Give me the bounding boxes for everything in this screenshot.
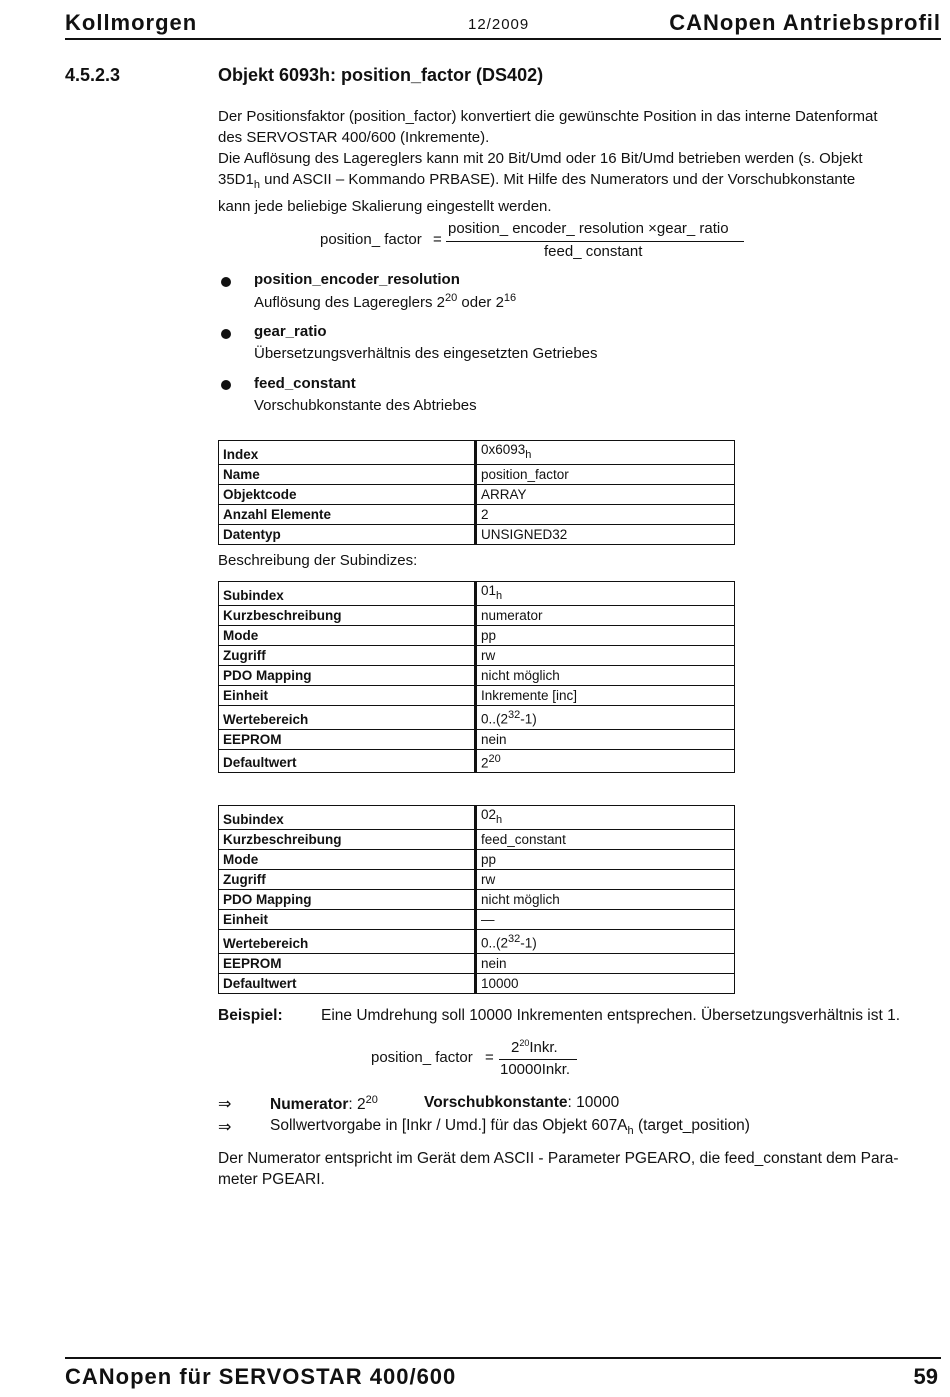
value-text: rw — [481, 872, 496, 887]
exponent: 20 — [519, 1038, 530, 1048]
formula-denominator: feed_ constant — [544, 243, 643, 260]
hex-subscript: h — [496, 590, 503, 602]
result-numerator — [270, 1094, 378, 1114]
implies-arrow-icon: ⇒ — [218, 1096, 232, 1113]
property-value — [476, 910, 735, 930]
formula-numerator: position_ encoder_ resolution ×gear_ ratio — [448, 220, 729, 237]
subindex-table-row — [219, 890, 735, 910]
property-name: Objektcode — [219, 485, 476, 505]
example-formula-numerator — [511, 1038, 558, 1056]
property-value — [476, 686, 735, 706]
subindex-table-row — [219, 910, 735, 930]
property-name: Subindex — [219, 582, 476, 606]
bullet-description: Übersetzungsverhältnis des eingesetzten Getriebes — [254, 345, 598, 362]
section-number: 4.5.2.3 — [65, 65, 121, 85]
property-value — [476, 666, 735, 686]
property-value — [476, 973, 735, 993]
example-formula-equals: = — [485, 1049, 494, 1066]
header-document-title: CANopen Antriebsprofil — [669, 10, 941, 35]
bullet-description: Vorschubkonstante des Abtriebes — [254, 397, 477, 414]
intro-line: Die Auflösung des Lagereglers kann mit 20 Bit/Umd oder 16 Bit/Umd betrieben werden (s. Objekt — [218, 150, 863, 167]
intro-paragraph — [218, 106, 938, 217]
subindex-caption: Beschreibung der Subindizes: — [218, 552, 418, 569]
value-text: 02 — [481, 807, 497, 822]
intro-line: des SERVOSTAR 400/600 (Inkremente). — [218, 129, 490, 146]
subindex-table-row — [219, 706, 735, 730]
result-text: (target_position) — [633, 1117, 750, 1134]
property-name: Wertebereich — [219, 706, 476, 730]
example-text: Eine Umdrehung soll 10000 Inkrementen entsprechen. Übersetzungsverhältnis ist 1. — [321, 1007, 900, 1024]
subindex-01-table — [218, 581, 735, 773]
intro-object-ref: 35D1 — [218, 171, 254, 188]
intro-text: und ASCII – Kommando PRBASE). Mit Hilfe des Numerators und der Vorschubkonstante — [259, 171, 856, 188]
property-value — [476, 870, 735, 890]
value-text: ARRAY — [481, 487, 527, 502]
implies-arrow-icon: ⇒ — [218, 1119, 232, 1136]
subindex-table-row — [219, 830, 735, 850]
value-text: — — [481, 912, 495, 927]
object-table-row — [219, 485, 735, 505]
value-text: -1) — [520, 711, 537, 727]
value-text: nein — [481, 955, 507, 971]
exponent: 16 — [503, 292, 517, 304]
property-name: Einheit — [219, 910, 476, 930]
header-date: 12/2009 — [468, 16, 530, 33]
property-value — [476, 582, 735, 606]
header-manufacturer: Kollmorgen — [65, 10, 198, 35]
property-value — [476, 930, 735, 954]
header-rule — [65, 38, 941, 40]
hex-subscript: h — [253, 179, 260, 191]
value-text: 0x6093 — [481, 442, 526, 457]
property-name: Defaultwert — [219, 749, 476, 773]
footer-rule — [65, 1357, 941, 1359]
value-text: rw — [481, 648, 496, 663]
property-value — [476, 606, 735, 626]
property-value — [476, 890, 735, 910]
property-value — [476, 706, 735, 730]
property-value — [476, 465, 735, 485]
result-label: Numerator — [270, 1096, 349, 1114]
subindex-02-table — [218, 805, 735, 994]
formula-lhs: position_ factor — [320, 231, 422, 248]
value-text: position_factor — [481, 467, 569, 482]
property-value — [476, 485, 735, 505]
hex-subscript: h — [496, 814, 503, 826]
property-value — [476, 729, 735, 749]
value-text: 10000 — [481, 975, 519, 991]
result-value: : 10000 — [567, 1094, 620, 1111]
bullet-title: gear_ratio — [254, 323, 327, 340]
object-table-row — [219, 441, 735, 465]
value-text: nein — [481, 731, 507, 747]
bullet-text: Auflösung des Lagereglers 2 — [254, 294, 445, 311]
closing-paragraph — [218, 1148, 938, 1190]
value-text: pp — [481, 628, 497, 643]
bullet-title: position_encoder_resolution — [254, 271, 460, 288]
property-name: Zugriff — [219, 646, 476, 666]
subindex-table-row — [219, 626, 735, 646]
exponent: 32 — [508, 709, 521, 721]
bullet-dot — [221, 380, 231, 390]
value-text: 0..(2 — [481, 935, 509, 951]
value-text: UNSIGNED32 — [481, 527, 568, 542]
exponent: 20 — [365, 1094, 378, 1106]
property-value — [476, 505, 735, 525]
closing-line: Der Numerator entspricht im Gerät dem ASCII - Parameter PGEARO, die feed_constant dem Para- — [218, 1150, 899, 1167]
property-value — [476, 626, 735, 646]
subindex-table-row — [219, 606, 735, 626]
property-name: Index — [219, 441, 476, 465]
property-name: Wertebereich — [219, 930, 476, 954]
result-setpoint — [270, 1117, 750, 1137]
exponent: 20 — [488, 752, 501, 765]
object-table-row — [219, 505, 735, 525]
property-name: PDO Mapping — [219, 666, 476, 686]
property-name: Defaultwert — [219, 973, 476, 993]
subindex-table-row — [219, 729, 735, 749]
intro-line: Der Positionsfaktor (position_factor) konvertiert die gewünschte Position in das interne Datenformat — [218, 108, 878, 125]
property-name: Datentyp — [219, 525, 476, 545]
subindex-table-row — [219, 850, 735, 870]
formula-unit: Inkr. — [529, 1039, 558, 1056]
value-text: -1) — [520, 935, 537, 951]
property-value — [476, 806, 735, 830]
value-text: nicht möglich — [481, 668, 560, 683]
property-name: EEPROM — [219, 729, 476, 749]
result-value: : 2 — [348, 1096, 366, 1114]
hex-subscript: h — [627, 1125, 634, 1137]
property-name: Mode — [219, 626, 476, 646]
property-name: EEPROM — [219, 953, 476, 973]
subindex-table-row — [219, 870, 735, 890]
example-label: Beispiel: — [218, 1007, 283, 1024]
property-name: Kurzbeschreibung — [219, 606, 476, 626]
subindex-table-row — [219, 953, 735, 973]
property-value — [476, 830, 735, 850]
subindex-table-row — [219, 686, 735, 706]
formula-fraction-bar — [446, 241, 744, 242]
subindex-table-row — [219, 973, 735, 993]
property-value — [476, 646, 735, 666]
property-name: Anzahl Elemente — [219, 505, 476, 525]
property-name: Kurzbeschreibung — [219, 830, 476, 850]
property-name: Einheit — [219, 686, 476, 706]
property-name: Zugriff — [219, 870, 476, 890]
subindex-table-row — [219, 930, 735, 954]
result-feed-constant — [424, 1094, 619, 1112]
property-name: Name — [219, 465, 476, 485]
subindex-table-row — [219, 666, 735, 686]
subindex-table-row — [219, 646, 735, 666]
subindex-table-row — [219, 806, 735, 830]
property-name: Mode — [219, 850, 476, 870]
example-fraction-bar — [499, 1059, 577, 1060]
value-text: feed_constant — [481, 832, 566, 847]
formula-equals: = — [433, 231, 442, 248]
value-text: 0..(2 — [481, 711, 509, 727]
value-text: Inkremente [inc] — [481, 688, 578, 703]
bullet-description — [254, 292, 516, 311]
closing-line: meter PGEARI. — [218, 1171, 325, 1188]
hex-subscript: h — [525, 449, 532, 461]
property-name: Subindex — [219, 806, 476, 830]
property-value — [476, 953, 735, 973]
footer-title: CANopen für SERVOSTAR 400/600 — [65, 1364, 457, 1389]
value-text: 01 — [481, 583, 497, 598]
property-value — [476, 749, 735, 773]
formula-base: 2 — [511, 1039, 520, 1056]
subindex-table-row — [219, 749, 735, 773]
result-label: Vorschubkonstante — [424, 1094, 568, 1111]
value-text: numerator — [481, 608, 543, 623]
intro-line: kann jede beliebige Skalierung eingestellt werden. — [218, 198, 552, 215]
intro-line — [218, 169, 938, 196]
value-text: pp — [481, 852, 497, 867]
bullet-dot — [221, 277, 231, 287]
subindex-table-row — [219, 582, 735, 606]
exponent: 20 — [444, 292, 458, 304]
example-formula-lhs: position_ factor — [371, 1049, 473, 1066]
object-table-row — [219, 465, 735, 485]
result-text: Sollwertvorgabe in [Inkr / Umd.] für das Objekt 607A — [270, 1117, 628, 1134]
value-text: 2 — [481, 755, 489, 770]
property-value — [476, 850, 735, 870]
property-value — [476, 441, 735, 465]
bullet-text: oder 2 — [457, 294, 504, 311]
property-value — [476, 525, 735, 545]
bullet-title: feed_constant — [254, 375, 356, 392]
value-text: nicht möglich — [481, 892, 560, 907]
bullet-dot — [221, 329, 231, 339]
object-table-row — [219, 525, 735, 545]
section-title: Objekt 6093h: position_factor (DS402) — [218, 65, 544, 85]
object-table — [218, 440, 735, 545]
value-text: 2 — [481, 507, 489, 522]
property-name: PDO Mapping — [219, 890, 476, 910]
exponent: 32 — [508, 933, 521, 945]
example-formula-denominator: 10000Inkr. — [500, 1061, 571, 1078]
page-number: 59 — [913, 1364, 938, 1389]
